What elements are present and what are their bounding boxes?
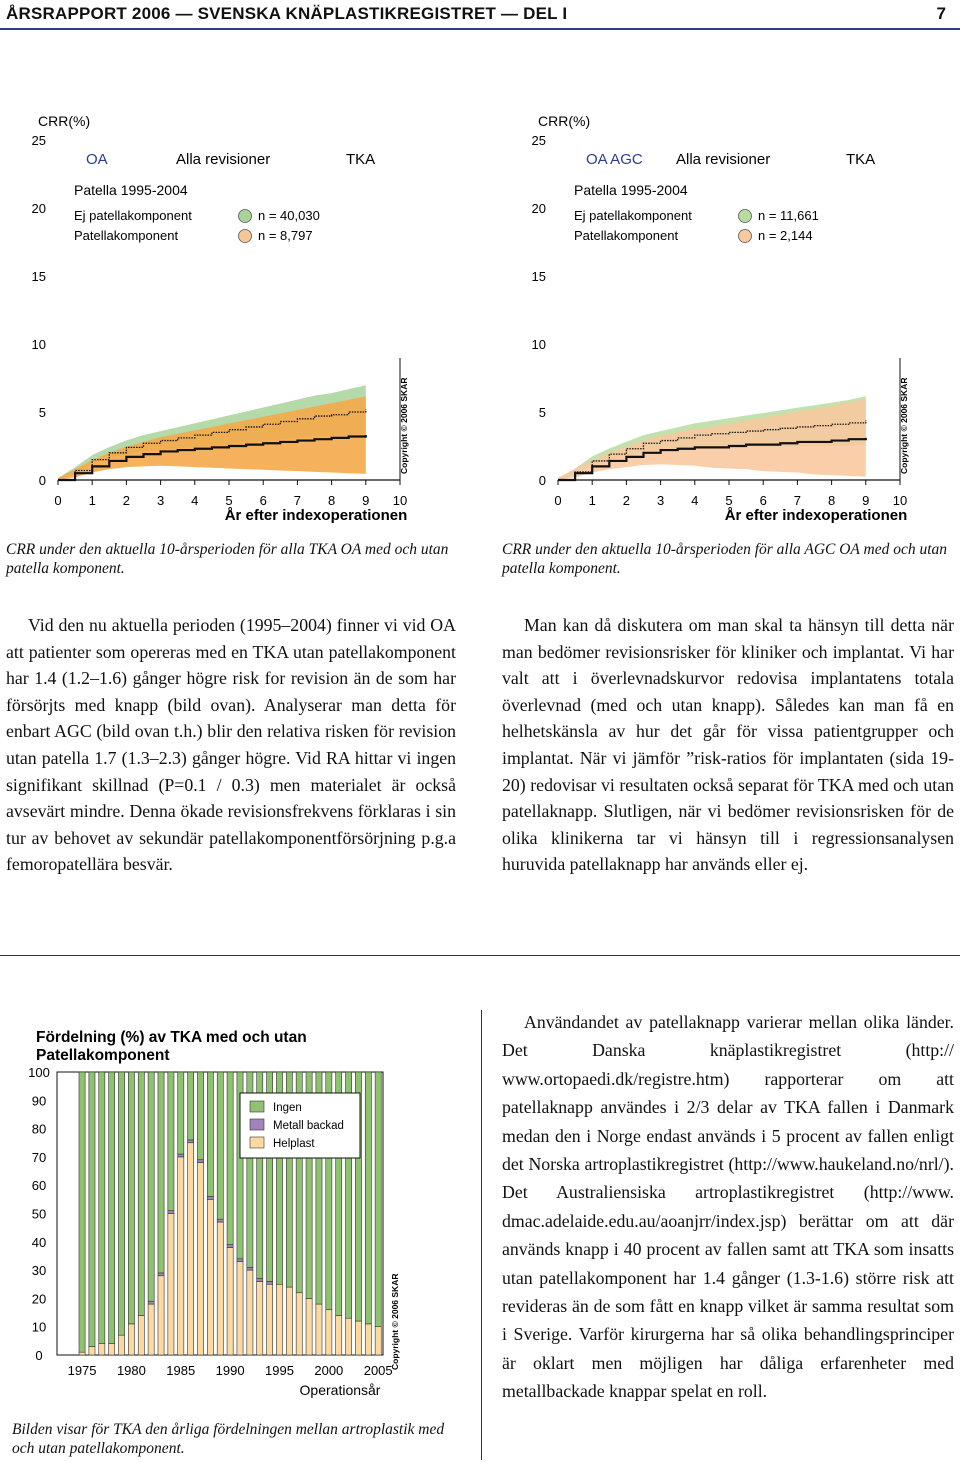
- caption-crr-agc: CRR under den aktuella 10-årsperioden för alla AGC OA med och utan patella komponent.: [502, 541, 948, 577]
- confidence-band-patella: [558, 399, 866, 480]
- bar-segment-metall-backad: [178, 1154, 184, 1157]
- x-tick-label: 9: [862, 493, 870, 508]
- title-right: TKA: [846, 151, 876, 168]
- y-tick-label: 60: [31, 1178, 47, 1194]
- bar-segment-helplast: [247, 1270, 253, 1355]
- copyright-note: Copyright © 2006 SKAR: [399, 377, 409, 474]
- bar-segment-metall-backad: [257, 1279, 263, 1282]
- y-tick-label: 30: [31, 1263, 47, 1279]
- x-axis-label: År efter indexoperationen: [224, 507, 408, 524]
- section-divider: [0, 955, 960, 956]
- body-column-2: [502, 612, 954, 878]
- y-tick-label: 80: [31, 1121, 47, 1137]
- bar-segment-metall-backad: [217, 1219, 223, 1222]
- x-tick-label: 5: [225, 493, 233, 508]
- x-tick-label: 2000: [314, 1363, 344, 1378]
- bar-segment-helplast: [336, 1315, 342, 1355]
- y-tick-label: 5: [38, 405, 46, 420]
- legend-entry: Ej patellakomponent: [74, 208, 192, 223]
- x-tick-label: 2005: [363, 1363, 393, 1378]
- legend-n: n = 11,661: [758, 208, 819, 223]
- x-tick-label: 3: [156, 493, 165, 508]
- bar-segment-helplast: [99, 1344, 105, 1355]
- page-header: [0, 0, 960, 30]
- x-tick-label: 6: [259, 493, 267, 508]
- bar-segment-ingen: [188, 1072, 194, 1140]
- paragraph: Vid den nu aktuella perioden (1995–2004) finner vi vid OA att patienter som opereras med en TKA utan patellakomponent har 1.4 (1.2–1.6) gånger högre risk for revision än de som har försörjts med knapp (bild ovan). Analyserar man detta för enbart AGC (bild ovan t.h.) blir den relativa risken för revision utan patella 1.7 (1.3–2.3) gånger högre. Vid RA hittar vi ingen signifikant skillnad (P=0.1 / 0.3) men materialet är också avsevärt mindre. Denna ökade revisionsfrekvens förklaras i sin tur av behovet av sekundär patellakomponentförsörjning p.g.a femoropatellära besvär.: [6, 615, 456, 875]
- legend-swatch-icon: [250, 1119, 264, 1130]
- bar-segment-ingen: [197, 1072, 203, 1160]
- bar-segment-helplast: [267, 1284, 273, 1355]
- x-tick-label: 4: [191, 493, 199, 508]
- bar-segment-ingen: [375, 1072, 381, 1327]
- x-tick-label: 0: [554, 493, 562, 508]
- bar-segment-metall-backad: [158, 1273, 164, 1276]
- bar-segment-helplast: [79, 1352, 85, 1355]
- legend-subtitle: Patella 1995-2004: [74, 182, 188, 198]
- legend-swatch-icon: [739, 210, 752, 223]
- bar-segment-helplast: [89, 1347, 95, 1355]
- x-tick-label: 1: [88, 493, 96, 508]
- bar-segment-ingen: [118, 1072, 124, 1335]
- bar-segment-helplast: [188, 1143, 194, 1355]
- x-tick-label: 5: [725, 493, 733, 508]
- crr-agc-chart: [500, 108, 940, 528]
- caption-crr-oa: CRR under den aktuella 10-årsperioden för alla TKA OA med och utan patella komponent.: [6, 541, 449, 577]
- running-title: ÅRSRAPPORT 2006 — SVENSKA KNÄPLASTIKREGISTRET — DEL I: [6, 4, 568, 23]
- legend-n: n = 40,030: [258, 208, 320, 223]
- bar-segment-helplast: [168, 1214, 174, 1356]
- x-tick-label: 8: [827, 493, 836, 508]
- y-tick-label: 20: [531, 201, 546, 216]
- legend-swatch-icon: [250, 1137, 264, 1148]
- y-tick-label: 50: [31, 1206, 47, 1222]
- bar-segment-ingen: [99, 1072, 105, 1344]
- bar-segment-helplast: [148, 1304, 154, 1355]
- bar-segment-metall-backad: [227, 1245, 233, 1248]
- legend-swatch-icon: [250, 1101, 264, 1112]
- y-tick-label: 10: [531, 337, 546, 352]
- legend-entry: Helplast: [273, 1138, 315, 1150]
- crr-oa-chart: [0, 108, 440, 528]
- bar-segment-ingen: [227, 1072, 233, 1245]
- title-right: TKA: [346, 151, 376, 168]
- x-tick-label: 3: [656, 493, 665, 508]
- legend-n: n = 8,797: [258, 228, 313, 243]
- bar-segment-ingen: [158, 1072, 164, 1273]
- x-tick-label: 1975: [67, 1363, 97, 1378]
- bar-segment-ingen: [128, 1072, 134, 1324]
- y-tick-label: 15: [31, 269, 46, 284]
- y-tick-label: 70: [31, 1149, 47, 1165]
- bar-segment-helplast: [227, 1247, 233, 1355]
- x-tick-label: 8: [327, 493, 336, 508]
- bar-segment-helplast: [286, 1287, 292, 1355]
- bar-segment-helplast: [197, 1163, 203, 1355]
- column-divider: [481, 1010, 482, 1460]
- x-tick-label: 10: [392, 493, 408, 508]
- title-left: OA AGC: [586, 151, 643, 168]
- bar-segment-ingen: [365, 1072, 371, 1324]
- bar-segment-helplast: [178, 1157, 184, 1355]
- bar-segment-metall-backad: [197, 1160, 203, 1163]
- legend-entry: Ingen: [273, 1102, 302, 1114]
- bar-segment-ingen: [138, 1072, 144, 1315]
- legend-entry: Ej patellakomponent: [574, 208, 692, 223]
- caption-fordelning: Bilden visar för TKA den årliga fördelningen mellan artroplastik med och utan patellakomponent.: [12, 1421, 445, 1457]
- y-tick-label: 0: [35, 1348, 43, 1363]
- x-tick-label: 10: [892, 493, 908, 508]
- y-tick-label: 100: [28, 1065, 50, 1080]
- bar-segment-helplast: [346, 1318, 352, 1355]
- bar-segment-helplast: [217, 1222, 223, 1355]
- x-tick-label: 1980: [116, 1363, 146, 1378]
- legend-swatch-icon: [739, 230, 752, 243]
- x-tick-label: 2: [122, 493, 131, 508]
- bar-segment-ingen: [207, 1072, 213, 1197]
- paragraph: Man kan då diskutera om man skal ta hänsyn till detta när man bedömer revisionsrisker för kliniker och implantat. Vi har valt att i överlevnadskurvor redovisa implantatens totala överlevnad (med och utan knapp). Således kan man få en helhetskänsla av hur det går för vissa patientgrupper och implantat. När vi jämför ”risk-ratios för implantaten (sida 19-20) redovisar vi resultaten också separat för TKA med och utan patellaknapp. Slutligen, när vi bedömer revisionsrisken för de olika klinikerna tar vi hänsyn till i regressionsanalysen huruvida patellaknapp har används eller ej.: [502, 615, 954, 875]
- bar-segment-ingen: [148, 1072, 154, 1301]
- copyright-note: Copyright © 2006 SKAR: [390, 1273, 400, 1370]
- bar-segment-helplast: [138, 1315, 144, 1355]
- y-tick-label: 15: [531, 269, 546, 284]
- y-tick-label: 20: [31, 201, 46, 216]
- y-tick-label: 0: [538, 473, 546, 488]
- legend-subtitle: Patella 1995-2004: [574, 182, 688, 198]
- bar-segment-helplast: [326, 1310, 332, 1355]
- x-tick-label: 6: [759, 493, 767, 508]
- copyright-note: Copyright © 2006 SKAR: [899, 377, 909, 474]
- legend-entry: Metall backad: [273, 1120, 344, 1132]
- y-axis-label: CRR(%): [538, 113, 591, 129]
- bar-segment-metall-backad: [247, 1267, 253, 1270]
- x-tick-label: 1990: [215, 1363, 245, 1378]
- bar-segment-ingen: [89, 1072, 95, 1347]
- bar-segment-helplast: [158, 1276, 164, 1355]
- bar-segment-helplast: [109, 1344, 115, 1355]
- x-axis-label: Operationsår: [299, 1382, 381, 1398]
- x-tick-label: 9: [362, 493, 370, 508]
- bar-segment-helplast: [118, 1335, 124, 1355]
- legend-swatch-icon: [239, 210, 252, 223]
- legend-n: n = 2,144: [758, 228, 813, 243]
- y-tick-label: 0: [38, 473, 46, 488]
- y-axis-label: CRR(%): [38, 113, 91, 129]
- y-tick-label: 40: [31, 1234, 47, 1250]
- fordelning-chart: [0, 1020, 470, 1420]
- x-tick-label: 1995: [265, 1363, 294, 1378]
- title-left: OA: [86, 151, 108, 168]
- bar-segment-ingen: [168, 1072, 174, 1211]
- x-tick-label: 4: [691, 493, 699, 508]
- bar-segment-metall-backad: [168, 1211, 174, 1214]
- title-mid: Alla revisioner: [676, 151, 771, 168]
- bar-segment-helplast: [237, 1262, 243, 1355]
- y-tick-label: 5: [538, 405, 546, 420]
- bar-segment-helplast: [128, 1324, 134, 1355]
- title-mid: Alla revisioner: [176, 151, 271, 168]
- bar-segment-helplast: [365, 1324, 371, 1355]
- bar-segment-metall-backad: [237, 1259, 243, 1262]
- chart-title-line2: Patellakomponent: [36, 1047, 170, 1064]
- bar-segment-helplast: [316, 1304, 322, 1355]
- x-axis-label: År efter indexoperationen: [724, 507, 908, 524]
- bar-segment-helplast: [296, 1293, 302, 1355]
- bar-segment-helplast: [306, 1298, 312, 1355]
- bar-segment-helplast: [276, 1284, 282, 1355]
- x-tick-label: 1: [588, 493, 596, 508]
- bar-segment-metall-backad: [148, 1301, 154, 1304]
- bar-segment-helplast: [257, 1281, 263, 1355]
- x-tick-label: 7: [793, 493, 802, 508]
- y-tick-label: 25: [531, 133, 546, 148]
- bar-segment-helplast: [207, 1199, 213, 1355]
- y-tick-label: 10: [31, 337, 46, 352]
- bar-segment-metall-backad: [207, 1197, 213, 1200]
- bar-segment-helplast: [375, 1327, 381, 1355]
- bar-segment-helplast: [355, 1321, 361, 1355]
- legend-swatch-icon: [239, 230, 252, 243]
- page-number: 7: [936, 4, 946, 23]
- x-tick-label: 1985: [166, 1363, 196, 1378]
- legend-entry: Patellakomponent: [74, 228, 179, 243]
- bar-segment-metall-backad: [188, 1140, 194, 1143]
- bar-segment-ingen: [109, 1072, 115, 1344]
- y-tick-label: 90: [31, 1093, 47, 1109]
- y-tick-label: 10: [31, 1319, 47, 1335]
- paragraph: Användandet av patellaknapp varierar mellan olika länder. Det Danska knäplastikregistret (http:// www.ortopaedi.dk/registre.htm) rapporterar om att patellaknapp användes i 2/3 delar av TKA fallen i Danmark medan den i Norge endast används i 5 procent av fallen enligt det Norska artroplastikregistret (http://www.haukeland.no/nrl/). Det Australiensiska artroplastikregistret (http://www. dmac.adelaide.edu.au/aoanjrr/index.jsp) berättar om att där används knapp i 40 procent av fallen samt att TKA som insatts utan patellakomponent har 1.4 gånger (1.3-1.6) större risk att revideras än de som fått en knapp vilket är samma resultat som i Sverige. Varför kirurgerna har så olika behandlingsprinciper är oklart men möjligen har dåliga erfarenheter med metallbackade knappar spelat en roll.: [502, 1012, 954, 1402]
- bar-segment-metall-backad: [267, 1281, 273, 1284]
- x-tick-label: 0: [54, 493, 62, 508]
- bar-segment-ingen: [178, 1072, 184, 1154]
- y-tick-label: 25: [31, 133, 46, 148]
- x-tick-label: 2: [622, 493, 631, 508]
- y-tick-label: 20: [31, 1291, 47, 1307]
- x-tick-label: 7: [293, 493, 302, 508]
- chart-title-line1: Fördelning (%) av TKA med och utan: [36, 1029, 307, 1046]
- body-column-3: [502, 1008, 954, 1406]
- bar-segment-ingen: [217, 1072, 223, 1219]
- bar-segment-ingen: [79, 1072, 85, 1352]
- legend-entry: Patellakomponent: [574, 228, 679, 243]
- body-column-1: [6, 612, 456, 878]
